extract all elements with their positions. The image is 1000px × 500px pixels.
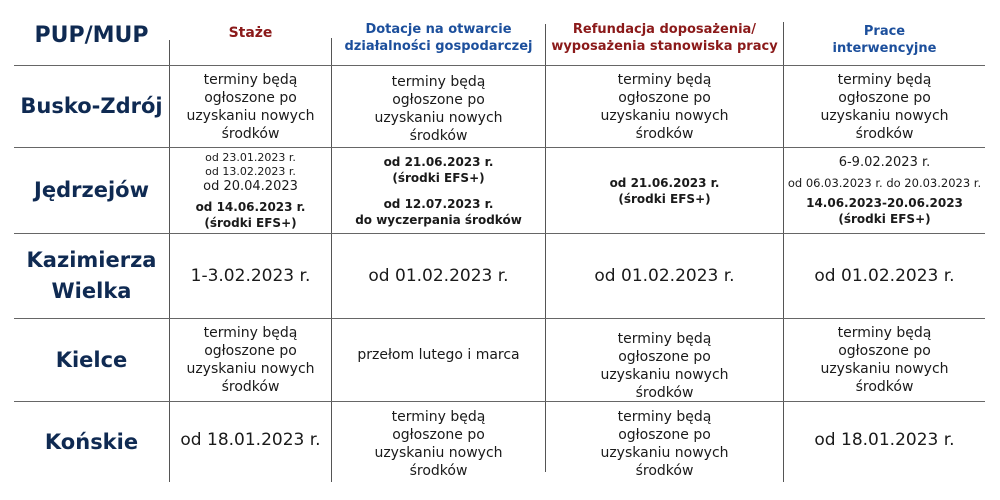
date-line-bold: od 21.06.2023 r. xyxy=(609,175,720,190)
date-line-bold: 14.06.2023-20.06.2023 xyxy=(806,195,963,210)
header-dotacje-line1: Dotacje na otwarcie xyxy=(365,22,512,37)
placeholder-line: terminy będą xyxy=(617,331,712,347)
placeholder-line: terminy będą xyxy=(617,71,712,88)
row-label-kazimierza xyxy=(14,234,169,318)
date-line-bold: od 21.06.2023 r. xyxy=(383,154,494,169)
placeholder-line: uzyskaniu nowych xyxy=(374,445,503,461)
cell-jedrzejow-staze xyxy=(170,148,331,233)
placeholder-line: terminy będą xyxy=(391,73,486,90)
header-prace-line1: Prace xyxy=(863,24,906,39)
date-line-bold: od 14.06.2023 r. xyxy=(195,199,306,214)
corner-header xyxy=(14,15,169,55)
header-prace xyxy=(784,22,985,58)
placeholder-line: terminy będą xyxy=(837,71,932,88)
cell-busko-prace xyxy=(784,66,985,147)
cell-kazimierza-refundacja xyxy=(546,234,783,318)
cell-kielce-staze xyxy=(170,319,331,401)
cell-kazimierza-prace xyxy=(784,234,985,318)
placeholder-line: uzyskaniu nowych xyxy=(186,361,315,377)
placeholder-line: środków xyxy=(221,379,280,395)
cell-busko-refundacja xyxy=(546,66,783,147)
placeholder-line: środków xyxy=(635,463,694,479)
cell-konskie-dotacje xyxy=(332,404,545,484)
header-dotacje-line2: działalności gospodarczej xyxy=(344,39,533,54)
date-note: do wyczerpania środków xyxy=(355,212,522,227)
cell-konskie-staze xyxy=(170,402,331,478)
row-label-kazimierza-line2: Wielka xyxy=(51,279,132,303)
date-line: od 01.02.2023 r. xyxy=(594,266,735,286)
row-label-busko xyxy=(14,66,169,147)
row-label-kielce-text: Kielce xyxy=(55,347,128,372)
placeholder-line: uzyskaniu nowych xyxy=(600,367,729,383)
corner-label: PUP/MUP xyxy=(34,22,149,48)
placeholder-line: środków xyxy=(409,463,468,479)
header-refundacja-line2: wyposażenia stanowiska pracy xyxy=(551,39,778,54)
placeholder-line: środków xyxy=(855,379,914,395)
cell-kazimierza-dotacje xyxy=(332,234,545,318)
row-label-busko-text: Busko-Zdrój xyxy=(20,94,163,118)
placeholder-line: terminy będą xyxy=(203,71,298,88)
row-label-kazimierza-line1: Kazimierza xyxy=(26,248,157,272)
placeholder-line: środków xyxy=(635,385,694,401)
date-line: przełom lutego i marca xyxy=(357,347,520,363)
date-line: od 23.01.2023 r. xyxy=(205,150,296,164)
placeholder-line: środków xyxy=(409,127,468,144)
placeholder-line: ogłoszone po xyxy=(618,427,711,443)
placeholder-line: ogłoszone po xyxy=(204,343,297,359)
cell-busko-dotacje xyxy=(332,68,545,149)
cell-kazimierza-staze xyxy=(170,234,331,318)
placeholder-line: ogłoszone po xyxy=(392,91,485,108)
placeholder-line: uzyskaniu nowych xyxy=(374,109,503,126)
date-line-bold: od 12.07.2023 r. xyxy=(383,196,494,211)
efs-note: (środki EFS+) xyxy=(838,211,931,226)
placeholder-line: środków xyxy=(855,125,914,142)
date-line: od 01.02.2023 r. xyxy=(814,266,955,286)
date-line: 1-3.02.2023 r. xyxy=(190,266,311,286)
placeholder-line: uzyskaniu nowych xyxy=(186,107,315,124)
placeholder-line: ogłoszone po xyxy=(838,343,931,359)
placeholder-line: terminy będą xyxy=(837,325,932,341)
placeholder-line: środków xyxy=(221,125,280,142)
header-refundacja xyxy=(546,18,783,58)
date-line: od 20.04.2023 xyxy=(203,178,298,194)
cell-busko-staze xyxy=(170,66,331,147)
placeholder-line: ogłoszone po xyxy=(618,349,711,365)
date-line: od 18.01.2023 r. xyxy=(180,430,321,450)
placeholder-line: ogłoszone po xyxy=(204,89,297,106)
header-dotacje xyxy=(332,18,545,58)
row-label-konskie-text: Końskie xyxy=(44,429,139,454)
cell-jedrzejow-refundacja xyxy=(546,148,783,233)
placeholder-line: uzyskaniu nowych xyxy=(600,107,729,124)
efs-note: (środki EFS+) xyxy=(204,215,297,230)
placeholder-line: terminy będą xyxy=(203,325,298,341)
date-line: od 06.03.2023 r. do 20.03.2023 r. xyxy=(787,175,982,190)
placeholder-line: środków xyxy=(635,125,694,142)
cell-kielce-dotacje xyxy=(332,319,545,391)
placeholder-line: ogłoszone po xyxy=(618,89,711,106)
cell-jedrzejow-prace xyxy=(784,148,985,233)
placeholder-line: uzyskaniu nowych xyxy=(820,107,949,124)
row-label-jedrzejow xyxy=(14,148,169,233)
date-line: od 18.01.2023 r. xyxy=(814,430,955,450)
placeholder-line: terminy będą xyxy=(391,409,486,425)
row-label-jedrzejow-text: Jędrzejów xyxy=(34,178,149,202)
header-staze xyxy=(170,18,331,48)
placeholder-line: ogłoszone po xyxy=(392,427,485,443)
efs-note: (środki EFS+) xyxy=(392,170,485,185)
cell-kielce-prace xyxy=(784,319,985,401)
cell-jedrzejow-dotacje xyxy=(332,148,545,233)
placeholder-line: uzyskaniu nowych xyxy=(600,445,729,461)
placeholder-line: ogłoszone po xyxy=(838,89,931,106)
placeholder-line: terminy będą xyxy=(617,409,712,425)
row-label-kielce xyxy=(14,319,169,401)
date-line: od 13.02.2023 r. xyxy=(205,164,296,178)
date-line: od 01.02.2023 r. xyxy=(368,266,509,286)
cell-konskie-prace xyxy=(784,402,985,478)
header-staze-label: Staże xyxy=(228,24,273,41)
cell-kielce-refundacja xyxy=(546,325,783,407)
header-prace-line2: interwencyjne xyxy=(832,41,937,56)
date-line: 6-9.02.2023 r. xyxy=(838,154,931,170)
row-label-konskie xyxy=(14,402,169,482)
efs-note: (środki EFS+) xyxy=(618,191,711,206)
header-refundacja-line1: Refundacja doposażenia/ xyxy=(572,22,757,37)
cell-konskie-refundacja xyxy=(546,404,783,484)
placeholder-line: uzyskaniu nowych xyxy=(820,361,949,377)
